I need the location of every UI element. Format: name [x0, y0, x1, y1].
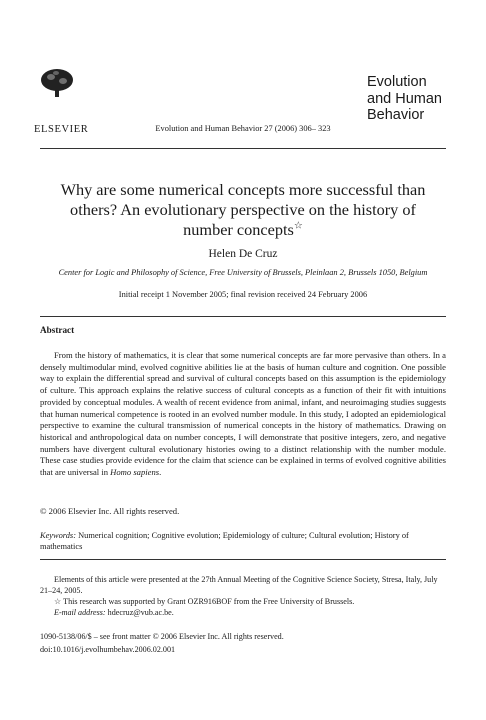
species-name: Homo sapiens	[110, 467, 160, 478]
article-title	[30, 180, 456, 240]
publisher-logo-text: ELSEVIER	[34, 124, 89, 135]
title-line: Why are some numerical concepts more successful than	[60, 180, 426, 199]
author-name: Helen De Cruz	[208, 248, 278, 260]
abstract-top-divider	[40, 316, 446, 317]
title-footnote-star[interactable]: ☆	[293, 220, 303, 232]
email-label: E-mail address:	[54, 608, 106, 617]
abstract-bottom-divider	[40, 559, 446, 560]
copyright-line: © 2006 Elsevier Inc. All rights reserved.	[40, 506, 180, 516]
footnote-email	[40, 607, 446, 618]
elsevier-tree-logo-icon	[40, 68, 74, 98]
journal-brand-line: Behavior	[367, 107, 425, 123]
title-line: others? An evolutionary perspective on the history of	[70, 200, 416, 219]
keywords	[40, 530, 446, 552]
keywords-label: Keywords:	[40, 531, 76, 540]
abstract-heading: Abstract	[40, 325, 75, 335]
footnote-support-mark: ☆	[54, 597, 62, 606]
receipt-dates: Initial receipt 1 November 2005; final revision received 24 February 2006	[118, 290, 368, 299]
journal-brand	[367, 74, 442, 124]
keywords-list: Numerical cognition; Cognitive evolution; Epidemiology of culture; Cultural evolution; History of mathematics	[40, 531, 409, 551]
footnote-support-text: This research was supported by Grant OZR916BOF from the Free University of Brussels.	[63, 597, 355, 606]
footnotes	[40, 574, 446, 618]
footnote-support	[40, 596, 446, 607]
header-divider	[40, 148, 446, 149]
title-line-text: number concepts	[183, 220, 294, 239]
doi-link[interactable]: doi:10.1016/j.evolhumbehav.2006.02.001	[40, 644, 176, 654]
journal-brand-line: and Human	[367, 90, 442, 107]
journal-citation: Evolution and Human Behavior 27 (2006) 306– 323	[155, 124, 331, 133]
journal-brand-line: Evolution	[367, 74, 427, 90]
footnote-presented: Elements of this article were presented at the 27th Annual Meeting of the Cognitive Science Society, Stresa, Italy, July 21–24, 2005.	[40, 575, 438, 595]
issn-line: 1090-5138/06/$ – see front matter © 2006 Elsevier Inc. All rights reserved.	[40, 632, 284, 641]
title-line	[30, 220, 456, 240]
article-meta	[40, 631, 284, 656]
abstract-end: .	[159, 467, 162, 478]
abstract-text: From the history of mathematics, it is clear that some numerical concepts are far more pervasive than others. In a densely multimodular mind, evolved cognitive abilities lie at the basis of human culture and cognition. One possible way to explain the differential spread and survival of cultural concepts based on this assumption is the epidemiology of culture. This approach explains the relative success of cultural concepts as a function of their fit with intuitions provided by conceptual modules. A wealth of recent evidence from animal, infant, and neuroimaging studies suggests that human numerical competence is rooted in an evolved number module. In this study, I adopted an epidemiological perspective to examine the cultural transmission of numerical concepts in the history of mathematics. Drawing on historical and anthropological data on number concepts, I will demonstrate that positive integers, zero, and negative numbers have divergent cultural evolutionary histories owing to a distinct relationship with the number module. These case studies provide evidence for the claim that science can be explained in terms of evolved cognitive abilities that are universal in	[40, 350, 446, 478]
abstract-body	[40, 350, 446, 479]
author-affiliation: Center for Logic and Philosophy of Science, Free University of Brussels, Pleinlaan 2, Brussels 1050, Belgium	[58, 268, 428, 277]
email-address[interactable]: hdecruz@vub.ac.be.	[107, 608, 174, 617]
